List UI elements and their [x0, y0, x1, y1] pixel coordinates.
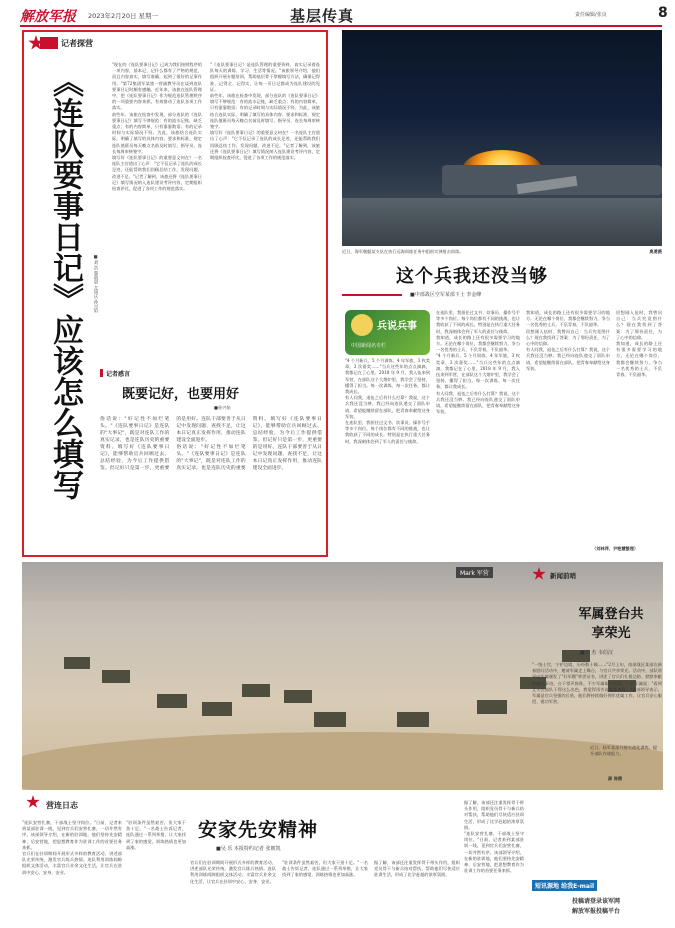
star-icon	[26, 795, 40, 809]
photo2-credit: 薛 涛摄	[608, 776, 623, 781]
story2-paragraph: 有人问我，退伍之后有什么打算？我说，这个兵我还没当够。我已经向连队递交了留队申请，希望能继续留在部队，把青春奉献给这身军装。	[436, 390, 520, 415]
ship-hull	[342, 198, 662, 246]
tank-vehicle	[314, 712, 346, 727]
story2-col1	[345, 358, 430, 553]
story3-headline: 安家先安精神	[198, 819, 319, 841]
story3-paragraph: "驻训条件虽然艰苦，但大家干劲十足。"一名战士告诉记者，连队通过一系列举措，让大家找到了家的感觉，训练热情也更加高涨。	[282, 860, 368, 878]
header-rule	[20, 25, 662, 27]
feature-paragraph: 前些年，该旅在检查中发现，部分连队的《连队要事日记》填写不够规范：有的流水记账，缺乏重点；有的内容简单，只有寥寥数语；有的记录时间与实际情况不符。为此，该旅结合连队实际，明确了填写的具体内容、要求和标准，规定连队值班员每天晚点名前及时填写，指导员、连长每周审核签字。	[210, 93, 320, 130]
feature-paragraph: "《连队要事日记》是连队管理的重要资料，真实记录着连队每天的训练、学习、生活等情况。"该旅领导介绍，他们组织开展专题培训，帮助基层骨干掌握填写方法，确保记得准、记得全、记得实，让每一页日记都成为连队建设的见证。	[210, 62, 320, 92]
story2-paragraph: 在连队里，我担任过文书、炊事员、操作号手等多个岗位。每个岗位都有不同的挑战，也让我收获了不同的成长。特别是在执行重大任务时，我深刻体会到了军人的责任与使命。	[345, 420, 430, 444]
badge-subtitle: 中国新闻名专栏	[351, 343, 387, 349]
story2-col3	[526, 310, 610, 553]
sub-tag-bar	[100, 369, 103, 377]
tank-vehicle	[202, 702, 232, 716]
naval-firing-photo	[342, 30, 662, 246]
issue-date: 2023年2月20日 星期一	[88, 12, 159, 20]
story3-paragraph: 官兵们在驻训期间开展形式多样的教育活动，讲述部队光荣传统，激发官兵练兵热情。连队利用训练间隙组织文体活动，丰富官兵业余文化生活，让官兵在驻训中安心、安身、安业。	[190, 860, 276, 884]
promo-line2: 解放军报投稿平台	[572, 908, 621, 915]
tank-vehicle	[157, 694, 187, 708]
story3-paragraph: 据了解，该部还注重发挥骨干带头作用，组织党员骨干与新兵结对帮扶，帮助他们尽快适应驻训生活，形成了比学赶超的浓厚氛围。	[464, 800, 524, 830]
story3-paragraph: "驻训条件虽然艰苦，但大家干劲十足。"一名战士告诉记者，连队通过一系列举措，让大家找到了家的感觉，训练热情也更加高涨。	[126, 820, 186, 850]
masthead: 解放军报	[20, 9, 76, 25]
story2-headline: 这个兵我还没当够	[396, 266, 548, 287]
story2-col2	[436, 310, 520, 553]
story2-paragraph: 我知道，成长的路上还有很多需要学习的地方。无论在哪个岗位，我都会继续努力，争当一名优秀的士兵，不负青春，不负韶华。	[616, 341, 662, 378]
feature-body-col1	[112, 62, 202, 342]
story4-paragraph: "一级士官，宁护边境，历经数十载……"2月上旬，南部战区某部在新春慰问活动中，邀请军属走上舞台，与官兵共享荣光。活动中，部队领导向军属颁发了"好军嫂"荣誉证书，讲述了官兵们扎根边防、默默奉献的感人事迹。台下掌声阵阵，不少军属眼含热泪。一名军属说："看到丈夫在部队干得这么出色，我觉得再苦再累都值得。"该部领导表示，军属是官兵坚强的后盾，他们将持续做好拥军优属工作，让官兵安心服役、建功军营。	[532, 662, 662, 705]
mark-label: Mark 军营	[456, 567, 493, 578]
feature-byline: ■刘 浩 黎明晨 尤国庆 孙兴焰	[93, 255, 98, 313]
sub-paragraph: 俗话说："好记性不如烂笔头。"《连队要事日记》是连队的"大事记"，既是对连队工作的真实记录，也是连队历史的重要资料。填写好《连队要事日记》，能够帮助官兵回顾过去、总结经验，为今后工作提供借鉴。但记好只是第一步，更重要的是用好。连队干部要善于从日记中发现问题、查找不足，让这本日记真正发挥作用，推动连队建设全面进步。	[100, 417, 246, 471]
tag-red-bar	[40, 37, 58, 49]
sub-byline: ■孙兴焰	[214, 405, 231, 410]
feature-paragraph: 填写好《连队要事日记》的重要意义何在？一名连队主官道出了心声："它不仅记录了连队的成长足迹，还能帮助我们回顾总结工作，发现问题、改进不足。"记者了解到，该旅还将《连队要事日记》填写情况纳入连队建设考评内容，定期组织检查评比，促进了各项工作的规范落实。	[112, 155, 202, 192]
tank-vehicle	[477, 700, 507, 714]
story2-paragraph: 我知道，成长的路上还有很多需要学习的地方。无论在哪个岗位，我都会继续努力，争当一名优秀的士兵，不负青春，不负韶华。	[436, 334, 520, 353]
story2-paragraph: "4 个月新兵、5 个月训练、4 年军旅，3 枚奖章，3 次嘉奖……"当兵这些年的点点滴滴，我都记在了心里。2018 年 9 月，我入伍来到军营，在部队这个大熔炉里，我学会了坚持，懂得了担当。每一次训练、每一次任务，都让我成长。	[345, 358, 430, 395]
story2-paragraph: "4 个月新兵、5 个月训练、4 年军旅，3 枚奖章，3 次嘉奖……"当兵这些年的点点滴滴，我都记在了心里。2018 年 9 月，我入伍来到军营，在部队这个大熔炉里，我学会了坚持，懂得了担当。每一次训练、每一次任务，都让我成长。	[436, 353, 520, 390]
promo-line1: 投稿请登录该军网	[572, 898, 621, 905]
story3-cols	[190, 860, 460, 925]
editor-credit: 责任编辑/张良	[575, 12, 607, 18]
page-number: 8	[658, 5, 668, 21]
story4-headline: 军属登台共享荣光	[578, 607, 644, 641]
photo1-caption-line	[342, 249, 662, 255]
sub-title: 既要记好，也要用好	[122, 387, 240, 402]
photo1-credit: 奥勇摄	[649, 249, 662, 254]
photo1-caption: 近日，海军舰艇某支队在执行远海训练任务中组织实弹射击训练。	[342, 249, 464, 254]
story3-col1	[22, 820, 122, 925]
tank-vehicle	[284, 690, 312, 703]
feature-paragraph: 填写好《连队要事日记》的重要意义何在？一名连队主官道出了心声："它不仅记录了连队的成长足迹，还能帮助我们回顾总结工作，发现问题、改进不足。"记者了解到，该旅还将《连队要事日记》填写情况纳入连队建设考评内容，定期组织检查评比，促进了各项工作的规范落实。	[210, 130, 320, 161]
story2-paragraph: 有人问我，退伍之后有什么打算？我说，这个兵我还没当够。我已经向连队递交了留队申请，希望能继续留在部队，把青春奉献给这身军装。	[345, 395, 430, 419]
story2-paragraph: 我知道，成长的路上还有很多需要学习的地方。无论在哪个岗位，我都会继续努力，争当一名优秀的士兵，不负青春，不负韶华。	[526, 310, 610, 328]
story3-paragraph: "连队安营扎寨，干部战士坚守岗位。"日前，记者来到某部驻训一线，见到官兵们安营扎寨，一切井然有序。该部领导介绍，在新的驻训地，他们坚持先安精神、后安营地，把思想教育作为驻训工作的首要任务来抓。	[464, 831, 524, 874]
sub-column-tag: 记者感言	[106, 371, 131, 378]
story3-paragraph: "连队安营扎寨，干部战士坚守岗位。"日前，记者来到某部驻训一线，见到官兵们安营扎寨，一切井然有序。该部领导介绍，在新的驻训地，他们坚持先安精神、后安营地，把思想教育作为驻训工作的首要任务来抓。	[22, 820, 122, 850]
soldier-icon	[351, 314, 373, 336]
sub-body	[100, 416, 322, 551]
tank-vehicle	[102, 670, 130, 683]
promo-tag: 短讯源地 给我E-mail	[532, 880, 597, 891]
feature-body-col2	[210, 62, 320, 342]
story2-byline: ■中部战区空军某部下士 李金峰	[410, 292, 482, 298]
feature-paragraph: 前些年，该旅在检查中发现，部分连队的《连队要事日记》填写不够规范：有的流水记账，缺乏重点；有的内容简单，只有寥寥数语；有的记录时间与实际情况不符。为此，该旅结合连队实际，明确了填写的具体内容、要求和标准，规定连队值班员每天晚点名前及时填写，指导员、连长每周审核签字。	[112, 111, 202, 154]
story3-byline: ■吴 乐 本报特约记者 张朝凯	[216, 846, 281, 852]
column-badge	[345, 310, 430, 355]
section-title: 基层传真	[290, 7, 355, 25]
email-promo	[532, 880, 662, 922]
photo2-caption: 近日，陆军某部开展实战化训练，提升部队作战能力。	[590, 745, 658, 756]
tank-vehicle	[64, 657, 90, 669]
story2-col4	[616, 310, 662, 553]
tank-vehicle	[242, 684, 270, 697]
story2-rule	[342, 294, 402, 296]
tank-vehicle	[397, 712, 429, 727]
story4-byline: ■田 杰 韦伯汉	[580, 650, 613, 656]
story4-tag: 新闻前哨	[550, 572, 576, 580]
sub-paragraph: 俗话说："好记性不如烂笔头。"《连队要事日记》是连队的"大事记"，既是对连队工作的真实记录，也是连队历史的重要资料。填写好《连队要事日记》，能够帮助官兵回顾过去、总结经验，为今后工作提供借鉴。但记好只是第一步，更重要的是用好。连队干部要善于从日记中发现问题、查找不足，让这本日记真正发挥作用，推动连队建设全面进步。	[176, 417, 322, 471]
story2-paragraph: 回想刚入伍时，我曾问自己：当兵究竟图什么？现在我找到了答案：为了那份责任，为了心中的信仰。	[526, 328, 610, 347]
story3-paragraph: 官兵们在驻训期间开展形式多样的教育活动，讲述部队光荣传统，激发官兵练兵热情。连队利用训练间隙组织文体活动，丰富官兵业余文化生活，让官兵在驻训中安心、安身、安业。	[22, 851, 122, 875]
story3-tag: 营连日志	[46, 801, 78, 810]
column-tag: 记者探营	[61, 39, 93, 48]
story3-col2	[126, 820, 186, 925]
badge-title: 兵说兵事	[377, 321, 417, 332]
story3-col-right	[464, 800, 524, 925]
sky	[22, 562, 663, 602]
story4-body	[532, 662, 662, 862]
story2-signature: （刘林萍、尹艳慧整理）	[592, 546, 639, 551]
story3-paragraph: 据了解，该部还注重发挥骨干带头作用，组织党员骨干与新兵结对帮扶，帮助他们尽快适应驻训生活，形成了比学赶超的浓厚氛围。	[374, 860, 460, 878]
story2-paragraph: 有人问我，退伍之后有什么打算？我说，这个兵我还没当够。我已经向连队递交了留队申请，希望能继续留在部队，把青春奉献给这身军装。	[526, 347, 610, 371]
feature-title: 《连队要事日记》应该怎么填写	[47, 66, 83, 500]
story2-paragraph: 回想刚入伍时，我曾问自己：当兵究竟图什么？现在我找到了答案：为了那份责任，为了心中的信仰。	[616, 310, 662, 340]
story2-paragraph: 在连队里，我担任过文书、炊事员、操作号手等多个岗位。每个岗位都有不同的挑战，也让我收获了不同的成长。特别是在执行重大任务时，我深刻体会到了军人的责任与使命。	[436, 310, 520, 334]
feature-paragraph: "现在的《连队要事日记》已成为我们按照程序的一项内容，基本记、记什么都有了严格的规范，而且内容真实，填写准确，起到了很好的记事作用。"第72集团军某旅一营副教导员在谈到连队要事日记时颇有感触。近年来，该旅在连队管理中，把《连队要事日记》作为规范连队管理秩序的一项重要内容来抓，有效推动了连队各项工作落实。	[112, 62, 202, 111]
